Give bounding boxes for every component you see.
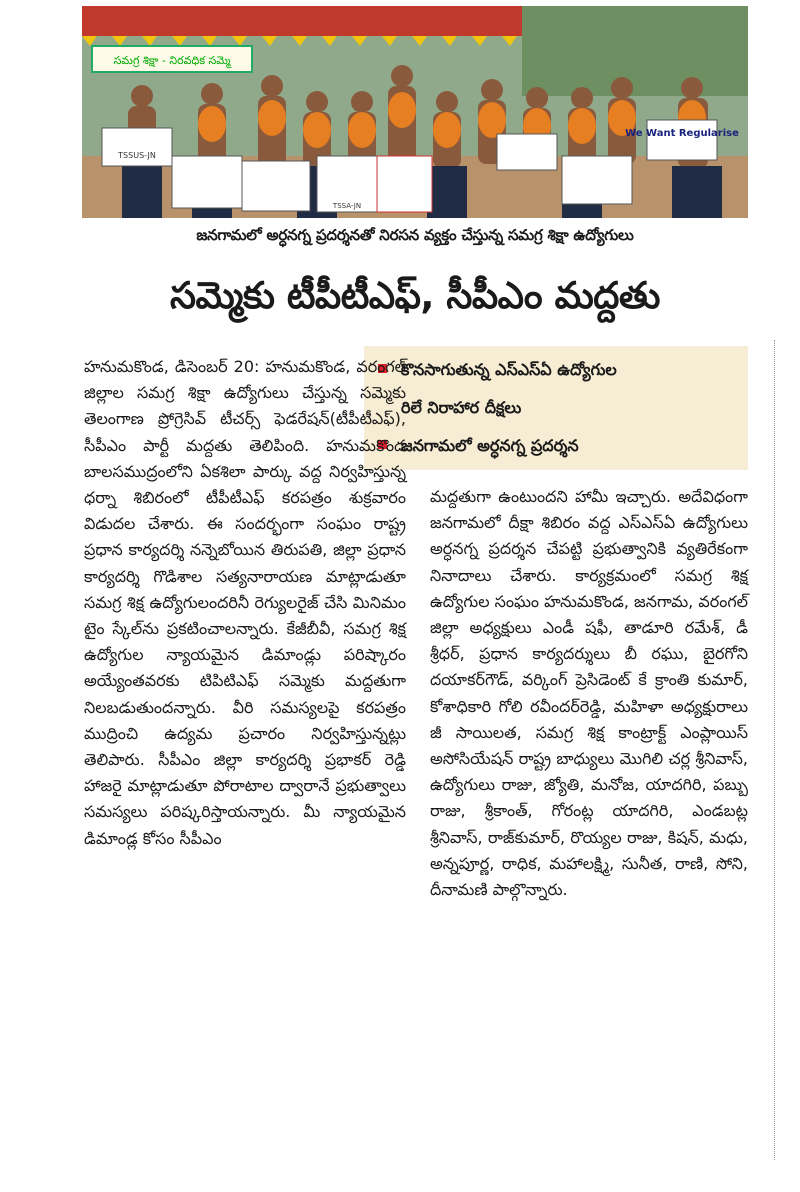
banner-text: సమగ్ర శిక్షా - నిరవధిక సమ్మె [113,54,231,67]
highlight-item [378,432,579,460]
placard-right-text: We Want Regularise [625,128,739,139]
article-column-left [84,354,406,852]
protest-photo [82,6,748,218]
photo-caption: జనగామలో అర్ధనగ్న ప్రదర్శనతో నిరసన వ్యక్తం చేస్తున్న సమగ్ర శిక్షా ఉద్యోగులు [196,226,634,244]
highlight-2: జనగామలో అర్ధనగ్న ప్రదర్శన [401,436,579,455]
article-paragraph: హనుమకొండ, డిసెంబర్ 20: హనుమకొండ, వరంగల్ జిల్లాల సమగ్ర శిక్షా ఉద్యోగులు చేస్తున్న సమ్మెకు తెలంగాణ ప్రోగ్రెసివ్ టీచర్స్ ఫెడరేషన్(టీపీటీఎఫ్), సీపీఎం పార్టీ మద్దతు తెలిపింది. హనుమకొండ బాలసముద్రంలోని ఏకశిలా పార్కు వద్ద నిర్వహిస్తున్న ధర్నా శిబిరంలో టీపీటీఎఫ్ కరపత్రం శుక్రవారం విడుదల చేశారు. ఈ సందర్భంగా సంఘం రాష్ట్ర ప్రధాన కార్యదర్శి నన్నెబోయిన తిరుపతి, జిల్లా ప్రధాన కార్యదర్శి గొడిశాల సత్యనారాయణ మాట్లాడుతూ సమగ్ర శిక్ష ఉద్యోగులందరినీ రెగ్యులరైజ్ చేసి మినిమం టైం స్కేల్‌ను ప్రకటించాలన్నారు. కేజీబీవీ, సమగ్ర శిక్ష ఉద్యోగుల న్యాయమైన డిమాండ్లు పరిష్కారం అయ్యేంతవరకు టిపిటిఎఫ్ సమ్మెకు మద్దతుగా నిలబడుతుందన్నారు. వీరి సమస్యలపై కరపత్రం ముద్రించి ఉద్యమ ప్రచారం నిర్వహిస్తున్నట్లు తెలిపారు. సీపీఎం జిల్లా కార్యదర్శి ప్రభాకర్ రెడ్డి హాజరై మాట్లాడుతూ పోరాటాల ద్వారానే ప్రభుత్వాలు సమస్యలు పరిష్కరిస్తాయన్నారు. మీ న్యాయమైన డిమాండ్ల కోసం సీపీఎం [84,357,406,848]
highlight-1-line-1: కొనసాగుతున్న ఎస్ఎస్ఏ ఉద్యోగుల [401,360,617,379]
column-divider [774,340,776,1160]
article-column-right [430,484,748,903]
headline: సమ్మెకు టీపీటీఎఫ్, సీపీఎం మద్దతు [170,274,660,317]
highlight-item [378,356,617,384]
protest-photo-illustration [82,6,748,218]
article-paragraph: మద్దతుగా ఉంటుందని హామీ ఇచ్చారు. అదేవిధంగా జనగామలో దీక్షా శిబిరం వద్ద ఎస్ఎస్ఏ ఉద్యోగులు అర్ధనగ్న ప్రదర్శన చేపట్టి ప్రభుత్వానికి వ్యతిరేకంగా నినాదాలు చేశారు. కార్యక్రమంలో సమగ్ర శిక్ష ఉద్యోగుల సంఘం హనుమకొండ, జనగామ, వరంగల్ జిల్లా అధ్యక్షులు ఎండీ షఫీ, తాడూరి రమేశ్, డీ శ్రీధర్, ప్రధాన కార్యదర్శులు బీ రఘు, బైరగోని దయాకర్‌గౌడ్, వర్కింగ్ ప్రెసిడెంట్ కే క్రాంతి కుమార్, కోశాధికారి గోలి రవీందర్‌రెడ్డి, మహిళా అధ్యక్షురాలు జీ సాయిలత, సమగ్ర శిక్ష కాంట్రాక్ట్ ఎంప్లాయిస్ అసోసియేషన్ రాష్ట్ర బాధ్యులు మొగిలి చర్ల శ్రీనివాస్, ఉద్యోగులు రాజు, జ్యోతి, మనోజ, యాదగిరి, పబ్బు రాజు, శ్రీకాంత్, గోరంట్ల యాదగిరి, ఎండబట్ల శ్రీనివాస్, రాజ్‌కుమార్, రొయ్యల రాజు, కిషన్, మధు, అన్నపూర్ణ, రాధిక, మహాలక్ష్మి, సునీత, రాణి, సోని, దీనామణి పాల్గొన్నారు. [430,487,748,900]
placard-mid-text: TSSA-JN [332,202,362,210]
highlight-1-line-2: రిలే నిరాహార దీక్షలు [401,398,522,417]
highlights-box [364,346,748,470]
placard-left-text: TSSUS-JN [118,151,156,160]
